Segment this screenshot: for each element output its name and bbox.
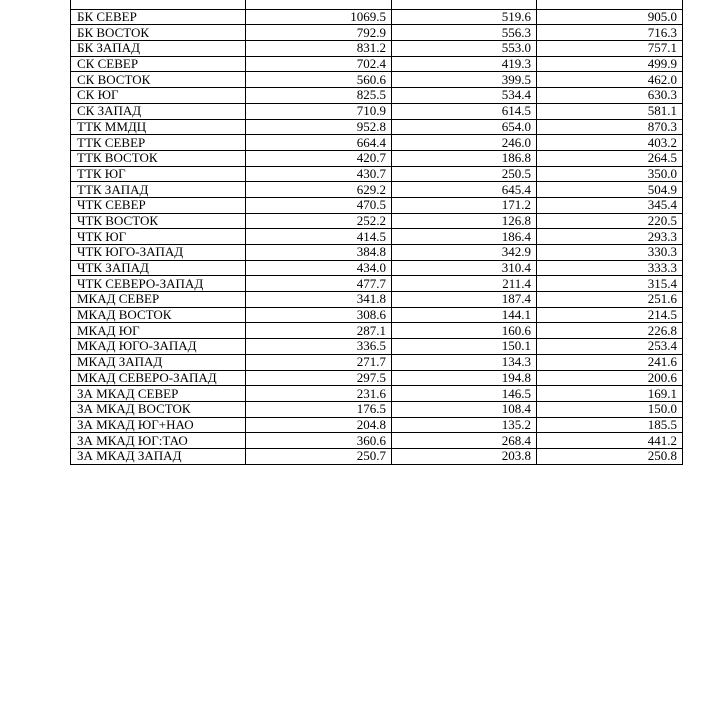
row-name-cell: МКАД ЮГО-ЗАПАД [71,339,246,355]
value-3-cell: 403.2 [537,135,683,151]
row-name-cell: ЗА МКАД ЮГ+НАО [71,417,246,433]
row-name-cell: ТТК ЗАПАД [71,182,246,198]
value-2-cell: 194.8 [392,370,537,386]
value-1-cell: 341.8 [246,292,392,308]
value-3-cell: 333.3 [537,260,683,276]
row-name-cell: ЧТК ВОСТОК [71,213,246,229]
table-row [71,72,683,88]
row-name-cell: СК ВОСТОК [71,72,246,88]
value-1-cell: 477.7 [246,276,392,292]
value-3-cell: 200.6 [537,370,683,386]
value-3-cell: 251.6 [537,292,683,308]
table-row [71,25,683,41]
value-1-cell: 434.0 [246,260,392,276]
value-2-cell: 160.6 [392,323,537,339]
value-1-cell: 414.5 [246,229,392,245]
row-name-cell: ЧТК СЕВЕРО-ЗАПАД [71,276,246,292]
table-row [71,323,683,339]
value-3-cell: 214.5 [537,307,683,323]
value-3-cell: 330.3 [537,245,683,261]
value-2-cell: 310.4 [392,260,537,276]
value-2-cell: 342.9 [392,245,537,261]
row-name-cell: ТТК ЮГ [71,166,246,182]
value-2-cell: 203.8 [392,448,537,464]
value-1-cell: 792.9 [246,25,392,41]
value-2-cell: 135.2 [392,417,537,433]
table-row [71,56,683,72]
table-row [71,150,683,166]
table-row [71,229,683,245]
value-2-cell: 126.8 [392,213,537,229]
value-2-cell: 134.3 [392,354,537,370]
value-3-cell: 185.5 [537,417,683,433]
value-2-cell: 186.4 [392,229,537,245]
value-1-cell: 252.2 [246,213,392,229]
value-1-cell: 384.8 [246,245,392,261]
row-name-cell: МКАД ВОСТОК [71,307,246,323]
row-name-cell: СК ЮГ [71,88,246,104]
table-row [71,386,683,402]
table-row [71,103,683,119]
table-row [71,197,683,213]
value-1-cell: 297.5 [246,370,392,386]
value-3-cell: 293.3 [537,229,683,245]
row-name-cell: СК ЗАПАД [71,103,246,119]
row-name-cell: ЗА МКАД ЗАПАД [71,448,246,464]
table-row [71,213,683,229]
value-3-cell: 499.9 [537,56,683,72]
value-3-cell: 716.3 [537,25,683,41]
table-row [71,448,683,464]
value-3-cell: 220.5 [537,213,683,229]
table-row [71,354,683,370]
value-3-cell: 870.3 [537,119,683,135]
value-1-cell: 825.5 [246,88,392,104]
value-3-cell [537,0,683,9]
table-row [71,9,683,25]
table-row [71,119,683,135]
value-2-cell: 211.4 [392,276,537,292]
value-2-cell: 553.0 [392,41,537,57]
table-row [71,166,683,182]
value-1-cell: 702.4 [246,56,392,72]
value-3-cell: 250.8 [537,448,683,464]
value-2-cell: 614.5 [392,103,537,119]
value-1-cell: 420.7 [246,150,392,166]
value-2-cell: 654.0 [392,119,537,135]
value-3-cell: 462.0 [537,72,683,88]
row-name-cell: ЧТК ЮГО-ЗАПАД [71,245,246,261]
value-1-cell: 271.7 [246,354,392,370]
value-3-cell: 150.0 [537,401,683,417]
value-2-cell: 171.2 [392,197,537,213]
value-2-cell: 108.4 [392,401,537,417]
row-name-cell: МКАД СЕВЕР [71,292,246,308]
row-name-cell: ЧТК СЕВЕР [71,197,246,213]
value-3-cell: 169.1 [537,386,683,402]
value-2-cell: 519.6 [392,9,537,25]
row-name-cell: ЗА МКАД СЕВЕР [71,386,246,402]
value-1-cell: 470.5 [246,197,392,213]
value-3-cell: 630.3 [537,88,683,104]
value-1-cell: 360.6 [246,433,392,449]
value-2-cell: 419.3 [392,56,537,72]
row-name-cell: ЧТК ЮГ [71,229,246,245]
value-3-cell: 315.4 [537,276,683,292]
row-name-cell [71,0,246,9]
row-name-cell: БК ВОСТОК [71,25,246,41]
table-row [71,245,683,261]
value-3-cell: 264.5 [537,150,683,166]
value-1-cell: 250.7 [246,448,392,464]
row-name-cell: БК СЕВЕР [71,9,246,25]
row-name-cell: БК ЗАПАД [71,41,246,57]
table-row [71,88,683,104]
value-1-cell: 308.6 [246,307,392,323]
value-3-cell: 241.6 [537,354,683,370]
value-1-cell: 176.5 [246,401,392,417]
row-name-cell: ЧТК ЗАПАД [71,260,246,276]
table-row [71,370,683,386]
value-2-cell: 187.4 [392,292,537,308]
value-3-cell: 350.0 [537,166,683,182]
value-3-cell: 226.8 [537,323,683,339]
value-2-cell: 246.0 [392,135,537,151]
value-3-cell: 253.4 [537,339,683,355]
value-1-cell: 664.4 [246,135,392,151]
value-1-cell: 231.6 [246,386,392,402]
value-2-cell: 268.4 [392,433,537,449]
data-table [70,0,683,465]
row-name-cell: МКАД СЕВЕРО-ЗАПАД [71,370,246,386]
table-row [71,260,683,276]
value-1-cell: 1069.5 [246,9,392,25]
value-2-cell: 399.5 [392,72,537,88]
value-2-cell: 645.4 [392,182,537,198]
table-row [71,135,683,151]
value-2-cell: 534.4 [392,88,537,104]
value-3-cell: 757.1 [537,41,683,57]
row-name-cell: МКАД ЮГ [71,323,246,339]
value-1-cell: 629.2 [246,182,392,198]
table-row [71,417,683,433]
value-2-cell: 250.5 [392,166,537,182]
value-1-cell: 952.8 [246,119,392,135]
table-row [71,41,683,57]
value-2-cell: 186.8 [392,150,537,166]
value-1-cell: 336.5 [246,339,392,355]
table-row [71,0,683,9]
table-row [71,401,683,417]
value-3-cell: 905.0 [537,9,683,25]
value-1-cell: 430.7 [246,166,392,182]
table-row [71,182,683,198]
value-2-cell [392,0,537,9]
row-name-cell: МКАД ЗАПАД [71,354,246,370]
row-name-cell: СК СЕВЕР [71,56,246,72]
row-name-cell: ЗА МКАД ЮГ:ТАО [71,433,246,449]
value-1-cell: 287.1 [246,323,392,339]
table-row [71,339,683,355]
table-row [71,307,683,323]
value-3-cell: 581.1 [537,103,683,119]
value-3-cell: 345.4 [537,197,683,213]
value-1-cell: 710.9 [246,103,392,119]
value-1-cell: 831.2 [246,41,392,57]
value-2-cell: 150.1 [392,339,537,355]
value-2-cell: 146.5 [392,386,537,402]
table-body [71,0,683,464]
value-2-cell: 556.3 [392,25,537,41]
value-1-cell: 560.6 [246,72,392,88]
row-name-cell: ЗА МКАД ВОСТОК [71,401,246,417]
table-row [71,292,683,308]
value-3-cell: 504.9 [537,182,683,198]
row-name-cell: ТТК ММДЦ [71,119,246,135]
table-row [71,433,683,449]
row-name-cell: ТТК СЕВЕР [71,135,246,151]
table-row [71,276,683,292]
value-1-cell: 204.8 [246,417,392,433]
value-1-cell [246,0,392,9]
value-2-cell: 144.1 [392,307,537,323]
value-3-cell: 441.2 [537,433,683,449]
row-name-cell: ТТК ВОСТОК [71,150,246,166]
